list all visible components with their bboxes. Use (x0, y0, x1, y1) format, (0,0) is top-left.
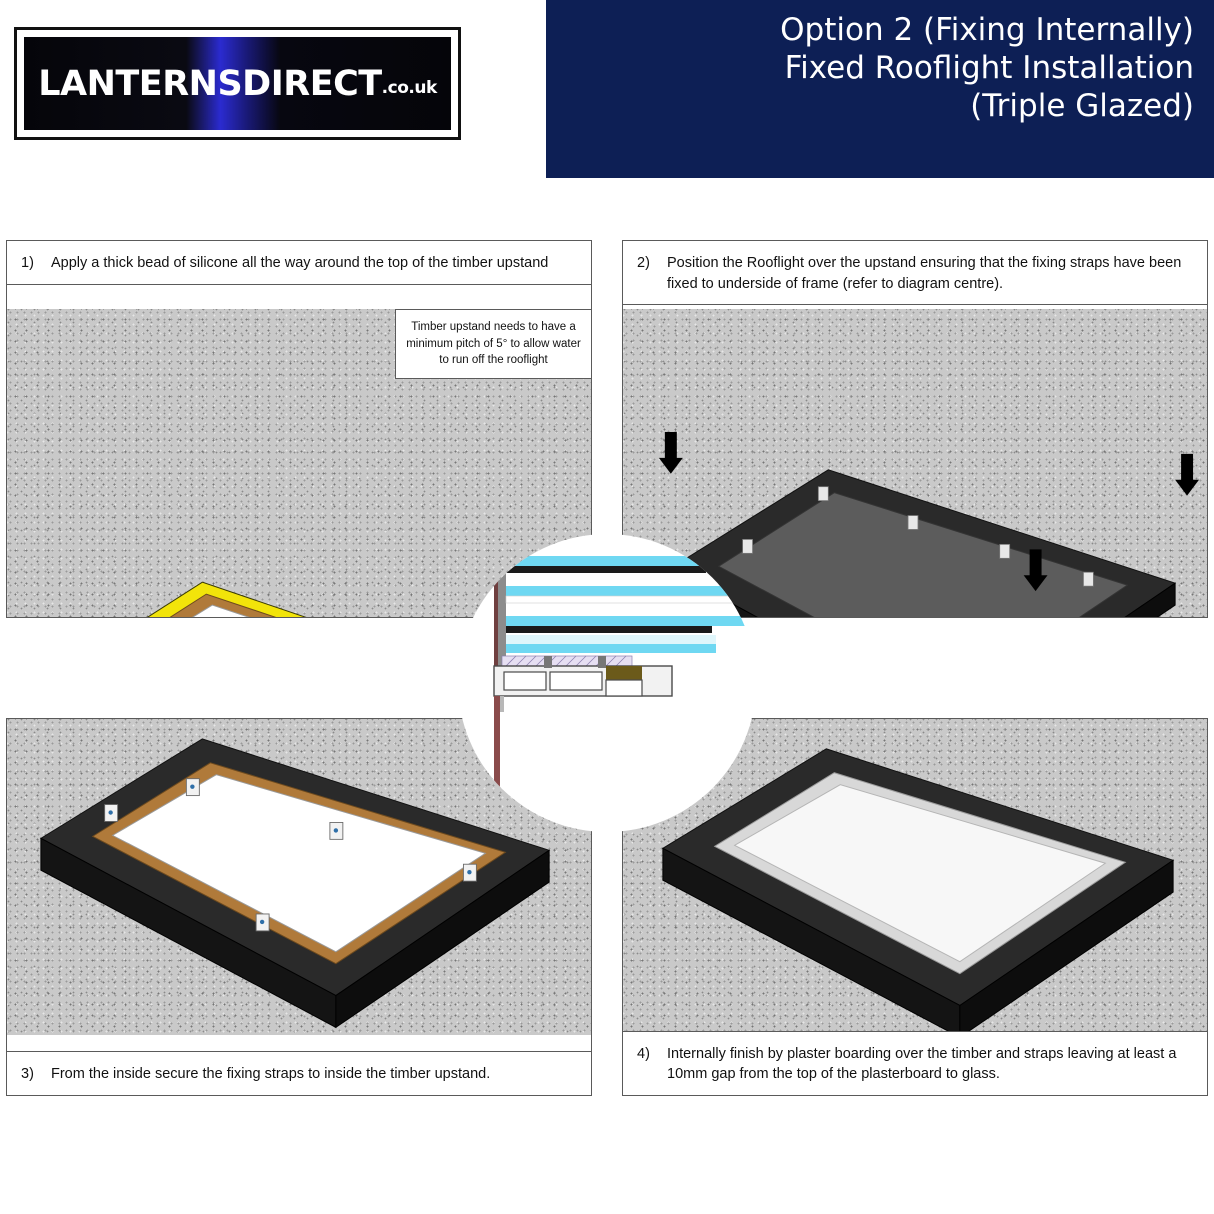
brand-word-lanterns: LANTERNS (38, 63, 243, 104)
step-4-text: Internally finish by plaster boarding over the timber and straps leaving at least a 10mm gap from the top of the plasterboard to glass. (667, 1045, 1177, 1083)
page-title-line-2: Fixed Rooflight Installation (784, 49, 1194, 86)
page-title (566, 12, 1194, 125)
step-2-number: 2) (637, 255, 650, 271)
step-2-text: Position the Rooflight over the upstand ensuring that the fixing straps have been fixed to underside of frame (refer to diagram centre). (667, 255, 1182, 292)
step-3-text: From the inside secure the fixing straps to inside the timber upstand. (51, 1066, 491, 1083)
step-4-caption (623, 1031, 1207, 1095)
frame-section-detail (458, 534, 756, 832)
page-header (0, 0, 1214, 182)
brand-word-direct: DIRECT (242, 63, 382, 104)
brand-logo-inner (24, 37, 451, 130)
brand-word-couk: .co.uk (381, 77, 437, 98)
step-1-number: 1) (21, 255, 34, 271)
step-4-number: 4) (637, 1045, 650, 1062)
step-panel-1 (6, 240, 592, 618)
step-3-caption (7, 1051, 591, 1095)
rooflight-frame (669, 470, 1175, 617)
brand-logo-text (38, 64, 437, 104)
diagram-step-1 (7, 241, 591, 617)
step-2-caption (623, 241, 1207, 305)
step-1-note: Timber upstand needs to have a minimum pitch of 5° to allow water to run off the rooflight (395, 309, 591, 379)
brand-logo (14, 27, 461, 140)
page-title-line-3: (Triple Glazed) (970, 87, 1194, 124)
step-3-number: 3) (21, 1066, 34, 1083)
step-panel-2 (622, 240, 1208, 618)
step-1-text: Apply a thick bead of silicone all the way around the top of the timber upstand (51, 255, 549, 271)
page-title-line-1: Option 2 (Fixing Internally) (780, 12, 1194, 48)
step-1-caption (7, 241, 591, 285)
